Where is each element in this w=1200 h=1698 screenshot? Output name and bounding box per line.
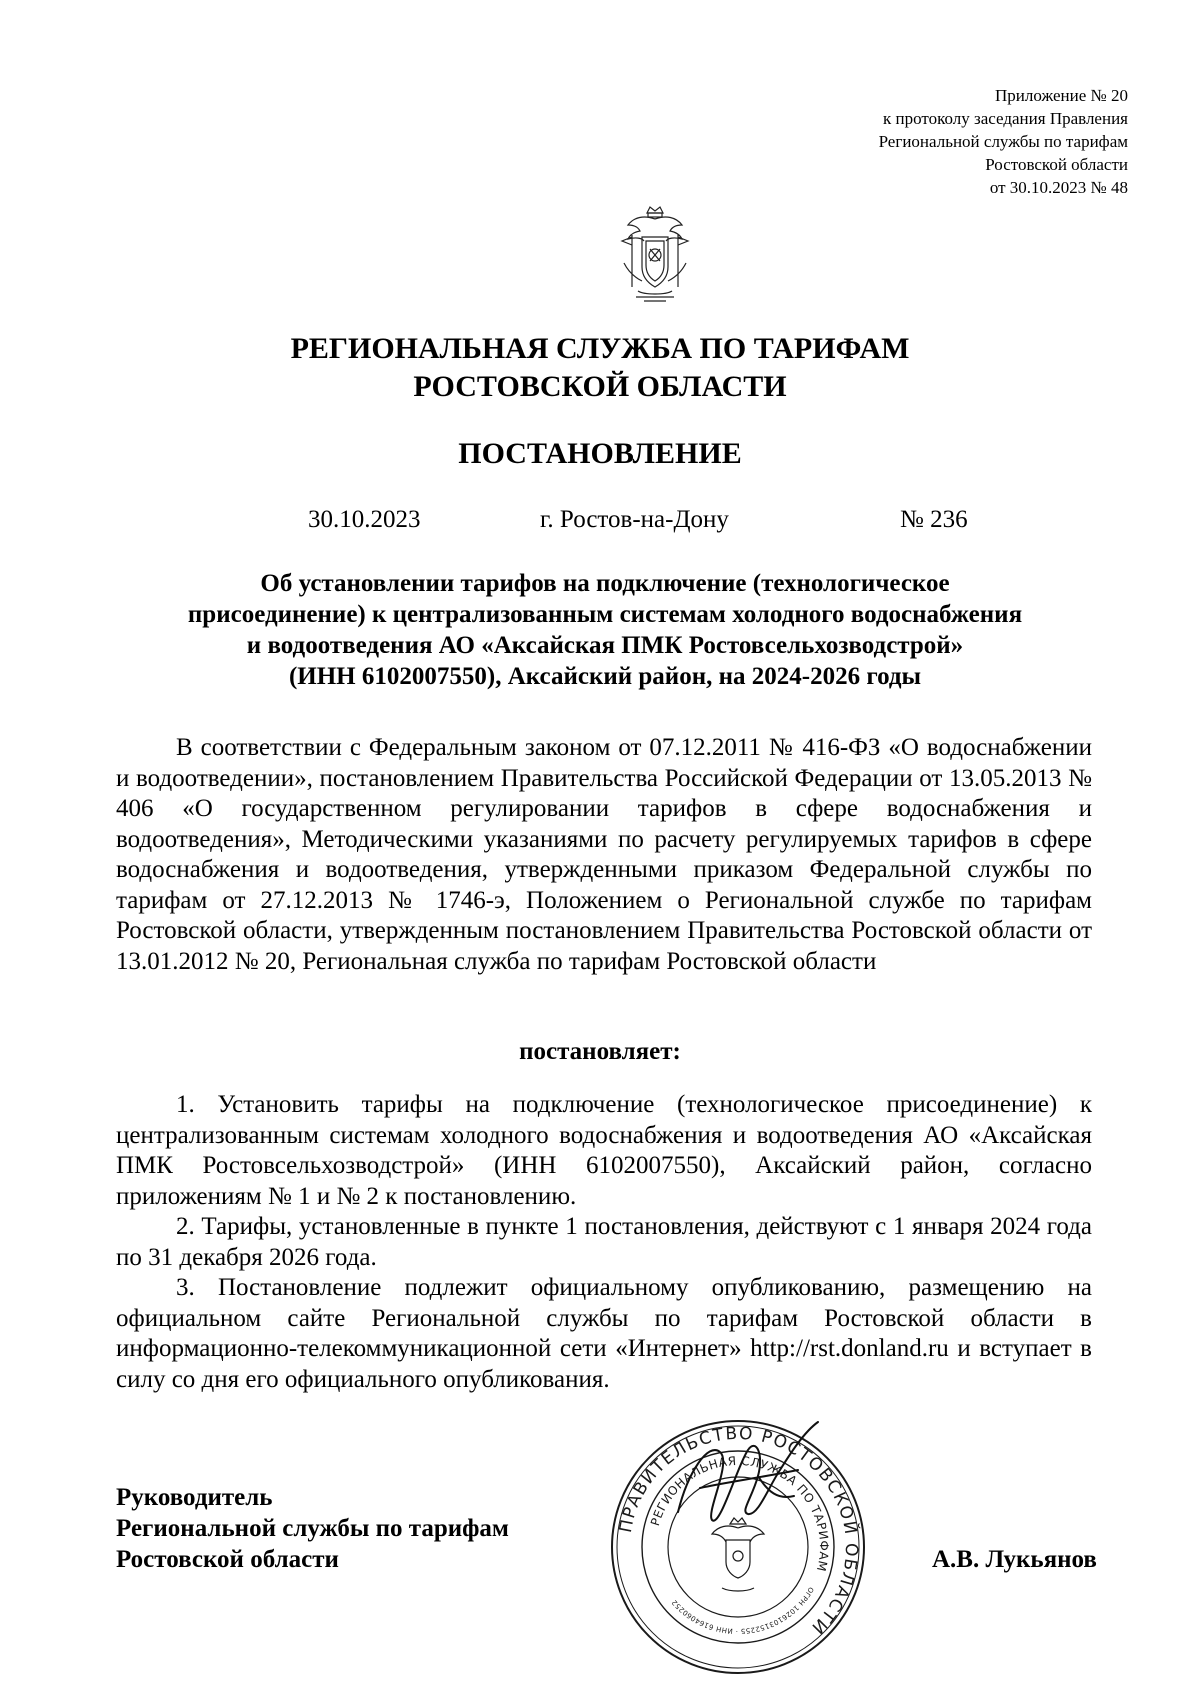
- document-city: г. Ростов-на-Дону: [540, 506, 729, 533]
- document-subject: [120, 568, 1090, 692]
- signer-title-line: Региональной службы по тарифам: [116, 1515, 509, 1542]
- document-number: № 236: [900, 506, 968, 533]
- signer-title-line: Руководитель: [116, 1484, 273, 1511]
- decree-clauses: [116, 1090, 1092, 1395]
- coat-of-arms-icon: [614, 205, 696, 307]
- document-type: ПОСТАНОВЛЕНИЕ: [458, 437, 742, 470]
- decree-word: постановляет:: [519, 1038, 681, 1065]
- annex-note: [879, 84, 1128, 199]
- signer-name: А.В. Лукьянов: [932, 1546, 1097, 1573]
- clause-item: 2. Тарифы, установленные в пункте 1 постановления, действуют с 1 января 2024 года по 31 декабря 2026 года.: [116, 1213, 1092, 1271]
- seal-ids-text: ОГРН 1026103152255 · ИНН 6164060252: [670, 1585, 816, 1636]
- signer-title-line: Ростовской области: [116, 1546, 339, 1573]
- org-line: РОСТОВСКОЙ ОБЛАСТИ: [413, 370, 787, 403]
- document-date: 30.10.2023: [308, 506, 421, 533]
- subject-line: (ИНН 6102007550), Аксайский район, на 2024-2026 годы: [288, 663, 922, 690]
- svg-text:ОГРН 1026103152255 · ИНН 61640: [670, 1585, 815, 1635]
- subject-line: присоединение) к централизованным системам холодного водоснабжения: [187, 601, 1023, 628]
- annex-line: Приложение № 20: [995, 86, 1128, 105]
- clause-item: 3. Постановление подлежит официальному опубликованию, размещению на официальном сайте Региональной службы по тарифам Ростовской области в информационно-телекоммуникационной сети «Интернет» http://rst.donland.ru и вступает в силу со дня его официального опубликования.: [116, 1274, 1092, 1393]
- svg-text:РЕГИОНАЛЬНАЯ СЛУЖБА ПО ТАРИФАМ: [648, 1454, 831, 1573]
- preamble-paragraph: В соответствии с Федеральным законом от 07.12.2011 № 416-ФЗ «О водоснабжении и водоотведении», постановлением Правительства Российской Федерации от 13.05.2013 № 406 «О государственном регулировании тарифов в сфере водоснабжения и водоотведения», Методическими указаниями по расчету регулируемых тарифов в сфере водоснабжения и водоотведения, утвержденными приказом Федеральной службы по тарифам от 27.12.2013 № 1746-э, Положением о Региональной службе по тарифам Ростовской области, утвержденным постановлением Правительства Ростовской области от 13.01.2012 № 20, Региональная служба по тарифам Ростовской области: [116, 734, 1092, 975]
- signer-title: [116, 1482, 509, 1575]
- seal-inner-text: РЕГИОНАЛЬНАЯ СЛУЖБА ПО ТАРИФАМ: [647, 1453, 832, 1574]
- subject-line: и водоотведения АО «Аксайская ПМК Ростовсельхозводстрой»: [246, 632, 964, 659]
- seal-emblem-icon: [712, 1518, 764, 1591]
- annex-line: от 30.10.2023 № 48: [989, 178, 1128, 197]
- org-line: РЕГИОНАЛЬНАЯ СЛУЖБА ПО ТАРИФАМ: [290, 332, 910, 365]
- seal-ring-text: ПРАВИТЕЛЬСТВО РОСТОВСКОЙ ОБЛАСТИ: [615, 1423, 862, 1639]
- annex-line: к протоколу заседания Правления: [883, 109, 1128, 128]
- annex-line: Ростовской области: [985, 155, 1128, 174]
- annex-line: Региональной службы по тарифам: [878, 132, 1128, 151]
- official-seal-icon: [608, 1392, 868, 1682]
- subject-line: Об установлении тарифов на подключение (технологическое: [260, 570, 950, 597]
- clause-item: 1. Установить тарифы на подключение (технологическое присоединение) к централизованным системам холодного водоснабжения и водоотведения АО «Аксайская ПМК Ростовсельхозводстрой» (ИНН 6102007550), Аксайский район, согласно приложениям № 1 и № 2 к постановлению.: [116, 1091, 1092, 1210]
- organization-title: [0, 330, 1200, 406]
